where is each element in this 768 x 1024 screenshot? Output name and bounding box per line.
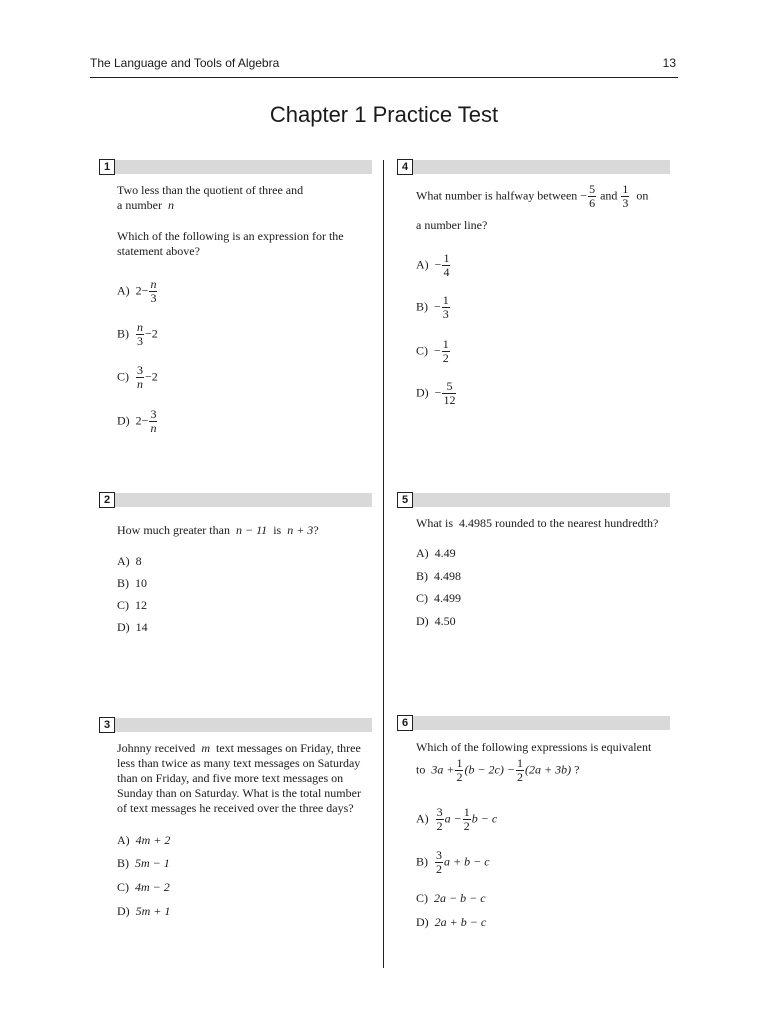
q6-choice-c: C) 2a − b − c <box>416 891 486 905</box>
q3-stem-line4: Sunday than on Saturday. What is the total number <box>117 786 361 800</box>
q1-stem-line1: Two less than the quotient of three and <box>117 183 304 197</box>
q6-stem-line2: to 3a + $\frac{1}{2}$ (b − 2c) − $\frac{1}{2}$ (2a + 3b) ? <box>416 756 580 784</box>
q3-choice-d: D) 5m + 1 <box>117 904 171 918</box>
q5-choice-c: C) 4.499 <box>416 591 461 605</box>
q2-header-bar <box>112 493 372 507</box>
header-rule <box>90 77 678 78</box>
q1-choice-d: D) 2− $\frac{3}{n}$ <box>117 407 157 435</box>
q1-stem-line2: a number n <box>117 198 174 212</box>
q4-choice-b: B) − $\frac{1}{3}$ <box>416 293 449 321</box>
q3-header-bar <box>112 718 372 732</box>
q2-choice-d: D) 14 <box>117 620 148 634</box>
q5-stem: What is 4.4985 rounded to the nearest hundredth? <box>416 516 659 530</box>
q4-choice-d: D) − $\frac{5}{12}$ <box>416 379 456 407</box>
q4-header-bar <box>410 160 670 174</box>
q1-number: 1 <box>99 159 115 175</box>
q5-choice-a: A) 4.49 <box>416 546 456 560</box>
q4-stem-line2: a number line? <box>416 218 488 232</box>
q3-choice-c: C) 4m − 2 <box>117 880 170 894</box>
q2-stem: How much greater than n − 11 is n + 3? <box>117 523 319 537</box>
q3-stem-line1: Johnny received m text messages on Friday, three <box>117 741 361 755</box>
q5-header-bar <box>410 493 670 507</box>
q2-choice-b: B) 10 <box>117 576 147 590</box>
q3-choice-a: A) 4m + 2 <box>117 833 171 847</box>
q5-choice-b: B) 4.498 <box>416 569 461 583</box>
q5-number: 5 <box>397 492 413 508</box>
q6-choice-d: D) 2a + b − c <box>416 915 487 929</box>
chapter-title: Chapter 1 Practice Test <box>269 102 499 127</box>
q4-choice-a: A) − $\frac{1}{4}$ <box>416 251 450 279</box>
q6-choice-b: B) $\frac{3}{2}$ a + b − c <box>416 848 490 876</box>
q1-prompt: Which of the following is an expression for the statement above? <box>117 229 344 258</box>
q2-choice-c: C) 12 <box>117 598 147 612</box>
q2-choice-a: A) 8 <box>117 554 142 568</box>
q1-choice-c: C) $\frac{3}{n}$ −2 <box>117 363 158 391</box>
q3-stem-line5: of text messages he received over the three days? <box>117 801 354 815</box>
q3-stem-line2: less than twice as many text messages on Saturday <box>117 756 361 770</box>
q3-choice-b: B) 5m − 1 <box>117 856 170 870</box>
q4-number: 4 <box>397 159 413 175</box>
q4-stem-line1: What number is halfway between − $\frac{5}{6}$ and $\frac{1}{3}$ on <box>416 182 649 210</box>
q2-number: 2 <box>99 492 115 508</box>
q5-choice-d: D) 4.50 <box>416 614 456 628</box>
q6-choice-a: A) $\frac{3}{2}$ a − $\frac{1}{2}$ b − c <box>416 805 498 833</box>
q4-choice-c: C) − $\frac{1}{2}$ <box>416 337 449 365</box>
q3-number: 3 <box>99 717 115 733</box>
q6-header-bar <box>410 716 670 730</box>
book-title: The Language and Tools of Algebra <box>90 56 280 70</box>
q6-number: 6 <box>397 715 413 731</box>
column-divider <box>383 160 384 968</box>
page-number: 13 <box>662 56 676 70</box>
q6-stem-line1: Which of the following expressions is equivalent <box>416 740 652 754</box>
q1-header-bar <box>112 160 372 174</box>
q3-stem-line3: than on Friday, and five more text messages on <box>117 771 344 785</box>
q1-choice-a: A) 2− $\frac{n}{3}$ <box>117 277 157 305</box>
q1-choice-b: B) $\frac{n}{3}$ −2 <box>117 320 158 348</box>
